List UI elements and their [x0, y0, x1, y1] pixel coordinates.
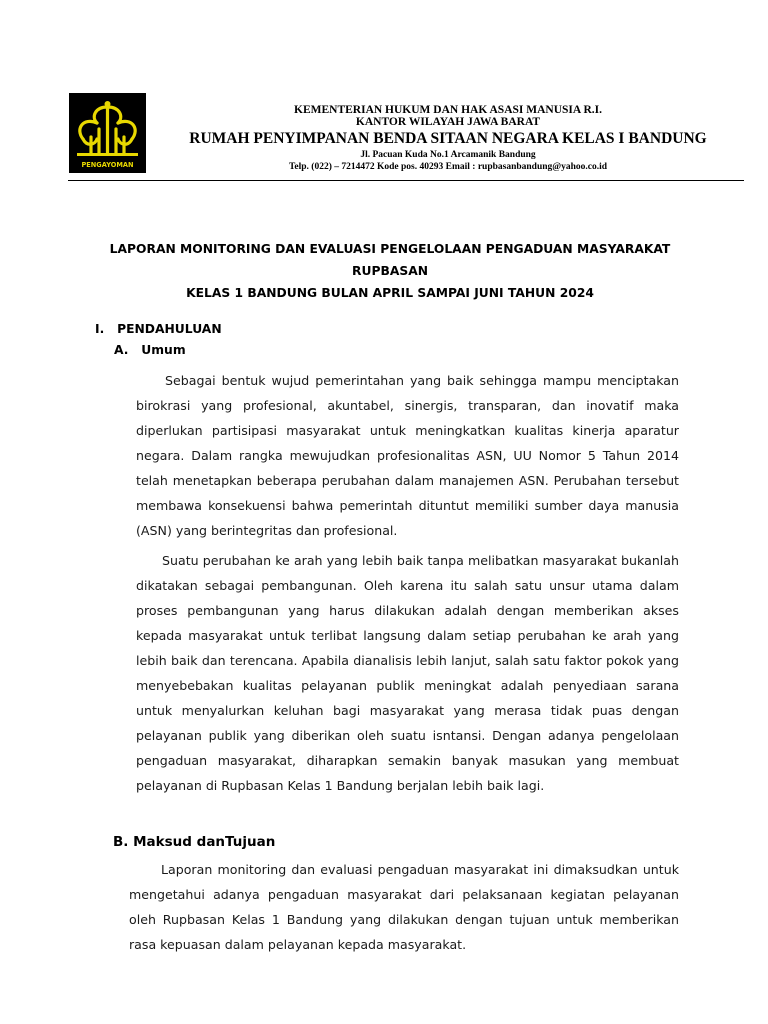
section-heading-pendahuluan: I. PENDAHULUAN — [95, 322, 222, 336]
tree-emblem-icon — [69, 93, 146, 173]
report-title — [70, 238, 710, 304]
contact-info: Telp. (022) – 7214472 Kode pos. 40293 Email : rupbasanbandung@yahoo.co.id — [288, 162, 608, 172]
pengayoman-logo — [69, 93, 146, 173]
subsection-heading-umum: A. Umum — [114, 343, 186, 357]
report-title-line1: LAPORAN MONITORING DAN EVALUASI PENGELOLAAN PENGADUAN MASYARAKAT RUPBASAN — [109, 242, 671, 278]
institution-name: RUMAH PENYIMPANAN BENDA SITAAN NEGARA KELAS I BANDUNG — [189, 130, 707, 147]
letterhead — [150, 104, 746, 173]
ministry-name: KEMENTERIAN HUKUM DAN HAK ASASI MANUSIA R.I. — [294, 104, 602, 116]
paragraph-maksud-tujuan: Laporan monitoring dan evaluasi pengaduan masyarakat ini dimaksudkan untuk mengetahui adanya pengaduan masyarakat dari pelaksanaan kegiatan pelayanan oleh Rupbasan Kelas 1 Bandung yang dilakukan dengan tujuan untuk memberikan rasa kepuasan dalam pelayanan kepada masyarakat. — [129, 862, 679, 952]
report-title-line2: KELAS 1 BANDUNG BULAN APRIL SAMPAI JUNI TAHUN 2024 — [186, 286, 594, 300]
logo-label: PENGAYOMAN — [81, 161, 134, 169]
letterhead-divider — [68, 180, 744, 181]
regional-office: KANTOR WILAYAH JAWA BARAT — [355, 116, 541, 128]
address: Jl. Pacuan Kuda No.1 Arcamanik Bandung — [360, 150, 536, 160]
paragraph-umum-1: Sebagai bentuk wujud pemerintahan yang baik sehingga mampu menciptakan birokrasi yang profesional, akuntabel, sinergis, transparan, dan inovatif maka diperlukan partisipasi masyarakat untuk meningkatkan kualitas kinerja aparatur negara. Dalam rangka mewujudkan profesionalitas ASN, UU Nomor 5 Tahun 2014 telah menetapkan beberapa perubahan dalam manajemen ASN. Perubahan tersebut membawa konsekuensi bahwa pemerintah dituntut memiliki sumber daya manusia (ASN) yang berintegritas dan profesional. — [136, 373, 679, 538]
paragraph-umum-2: Suatu perubahan ke arah yang lebih baik tanpa melibatkan masyarakat bukanlah dikatakan sebagai pembangunan. Oleh karena itu salah satu unsur utama dalam proses pembangunan yang harus dilakukan adalah dengan memberikan akses kepada masyarakat untuk terlibat langsung dalam setiap perubahan ke arah yang lebih baik dan terencana. Apabila dianalisis lebih lanjut, salah satu faktor pokok yang menyebebakan kualitas pelayanan publik meningkat adalah penyediaan sarana untuk menyalurkan keluhan bagi masyarakat yang merasa tidak puas dengan pelayanan publik yang diberikan oleh suatu isntansi. Dengan adanya pengelolaan pengaduan masyarakat, diharapkan semakin banyak masukan yang membuat pelayanan di Rupbasan Kelas 1 Bandung berjalan lebih baik lagi. — [136, 553, 679, 793]
subsection-heading-maksud-tujuan: B. Maksud danTujuan — [113, 834, 276, 850]
